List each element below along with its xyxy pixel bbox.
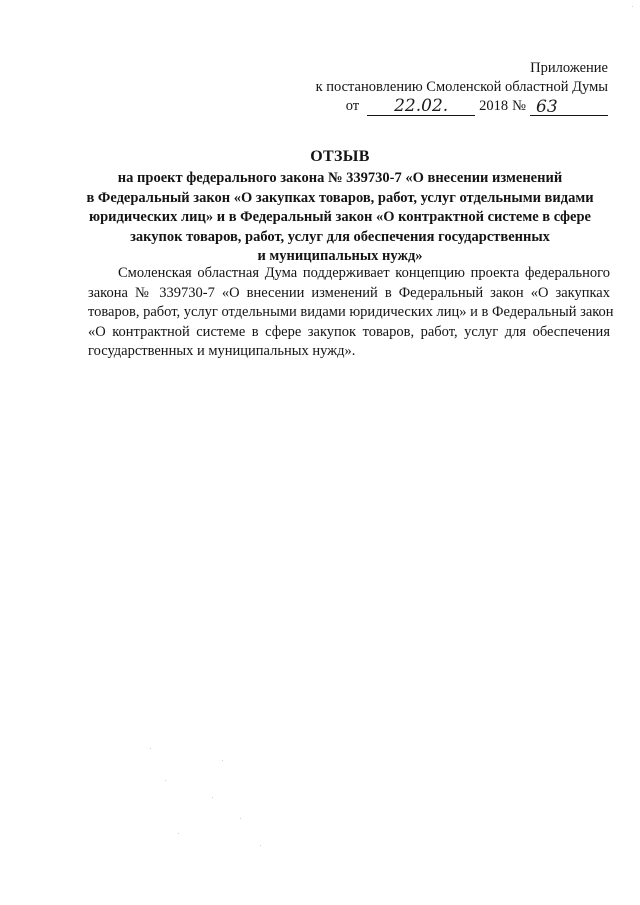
title-line: в Федеральный закон «О закупках товаров, работ, услуг отдельными видами: [86, 189, 594, 206]
body-paragraph: [88, 264, 614, 362]
title-line: юридических лиц» и в Федеральный закон «О контрактной системе в сфере: [89, 209, 591, 225]
body-line: закона № 339730-7 «О внесении изменений в Федеральный закон «О закупках: [88, 284, 610, 301]
appendix-label: Приложение: [530, 60, 608, 76]
date-number-row: [248, 97, 608, 116]
appendix-header: [248, 59, 608, 116]
resolution-line: к постановлению Смоленской областной Думы: [315, 79, 608, 95]
body-line: «О контрактной системе в сфере закупок товаров, работ, услуг для обеспечения: [88, 323, 610, 340]
body-line: государственных и муниципальных нужд».: [88, 343, 356, 359]
handwritten-number: 63: [530, 100, 608, 116]
date-prefix: от: [345, 98, 360, 114]
document-heading: ОТЗЫВ: [310, 148, 370, 165]
body-line: Смоленская областная Дума поддерживает концепцию проекта федерального: [118, 265, 610, 281]
title-line: на проект федерального закона № 339730-7 «О внесении изменений: [117, 170, 563, 186]
handwritten-date: 22.02.: [367, 99, 475, 116]
title-line: и муниципальных нужд»: [257, 248, 423, 264]
number-sign: №: [512, 98, 526, 114]
body-line: товаров, работ, услуг отдельными видами юридических лиц» и в Федеральный закон: [88, 304, 614, 320]
document-title-block: [60, 147, 620, 267]
title-line: закупок товаров, работ, услуг для обеспечения государственных: [130, 228, 550, 245]
year: 2018: [479, 98, 509, 114]
